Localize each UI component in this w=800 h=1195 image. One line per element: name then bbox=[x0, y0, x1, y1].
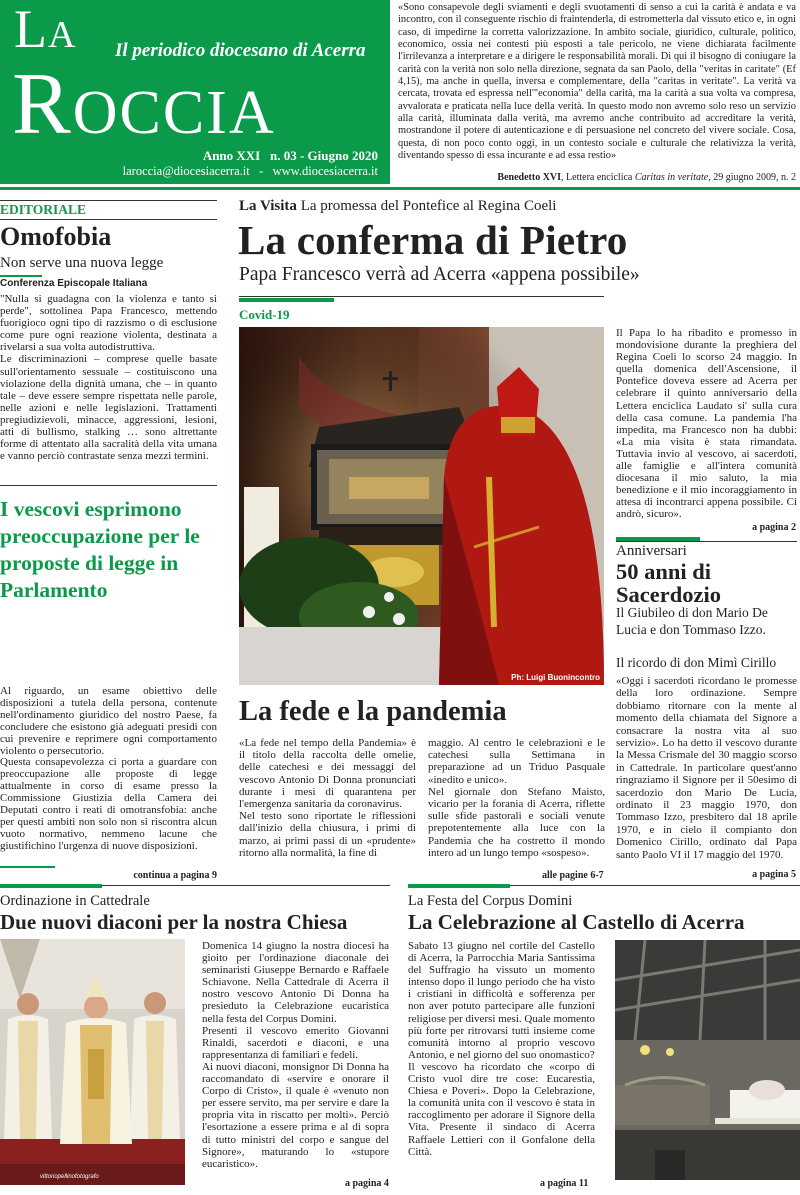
lead-kicker-rest: La promessa del Pontefice al Regina Coeli bbox=[296, 198, 557, 214]
editorial-green-rule bbox=[0, 275, 42, 277]
lead-photo bbox=[239, 327, 604, 685]
pandemia-col1: «La fede nel tempo della Pandemia» è il titolo della raccolta delle omelie, delle catechesi e dei messaggi del vescovo Antonio Di Donna pronunciati durante i mesi di quarantena per l'emergenza sanitaria da coronavirus. Nel testo sono riportate le riflessioni dall'inizio della chiusura, i primi di marzo, ai primi passi di un «prudente» ritorno alla normalità, la fine di bbox=[239, 737, 416, 859]
reliquary-photo-illustration bbox=[239, 327, 604, 685]
lead-subtitle: Papa Francesco verrà ad Acerra «appena possibile» bbox=[239, 264, 640, 285]
masthead bbox=[0, 0, 390, 184]
quote-source bbox=[497, 172, 796, 183]
editorial-kicker: EDITORIALE bbox=[0, 202, 87, 217]
masthead-rule bbox=[0, 187, 800, 190]
anniversari-body: «Oggi i sacerdoti ricordano le promesse della loro ordinazione. Sempre dobbiamo ritornare con la mente al momento della chiamata del Signore a consacrare la nostra vita al suo servizio». Lo ha detto il vescovo durante la Messa Crismale del 30 maggio scorso in Cattedrale. In particolare quest'anno ringraziamo il Signore per il 50esimo di sacerdozio don Mario De Lucia, ordinato il 23 maggio 1970, don Tommaso Izzo, presbitero dal 18 aprile 1970, e in cielo il compianto don Domenico Cirillo, ordinato dal Papa santo Paolo VI il 17 maggio del 1970. bbox=[616, 675, 797, 861]
anniversari-rule bbox=[616, 541, 797, 542]
corpus-kicker: La Festa del Corpus Domini bbox=[408, 893, 573, 909]
lead-kicker: La Visita bbox=[239, 198, 297, 214]
masthead-quote: «Sono consapevole degli sviamenti e degli svuotamenti di senso a cui la carità è andata e va incontro, con il conseguente rischio di fraintenderla, di estrometterla dal vissuto etico e, in ogni caso, di impedirne la corretta valorizzazione. In ambito sociale, giuridico, culturale, politico, economico, ossia nei contesti più esposti a tale pericolo, ne viene dichiarata facilmente l'irrilevanza a interpretare e a dirigere le responsabilità morali. Di qui il bisogno di coniugare la carità con la verità non solo nella direzione, segnata da san Paolo, della "veritas in caritate" (Ef 4,15), ma anche in quella, inversa e complementare, della "caritas in veritate". La verità va cercata, trovata ed espressa nell'"economia" della carità, ma la carità a sua volta va compresa, avvalorata e praticata nella luce della verità. In questo modo non avremo solo reso un servizio alla carità, illuminata dalla verità, ma avremo anche contribuito ad accreditare la verità, mostrandone il potere di autenticazione e di persuasione nel concreto del vivere sociale. Cosa, questa, di non poco conto oggi, in un contesto sociale e culturale che relativizza la verità, diventando spesso di essa incurante e ad essa restio» bbox=[398, 2, 796, 162]
diaconi-photo bbox=[0, 939, 185, 1185]
editorial-body-2: Al riguardo, un esame obiettivo delle disposizioni a tutela della persona, contenute nell'ordinamento giuridico del nostro Paese, fa concludere che esistono già adeguati presidi con cui prevenire e reprimere ogni comportamento violento o persecutorio. Questa consapevolezza ci porta a guardare con preoccupazione alle proposte di legge attualmente in corso di esame presso la Commissione Giustizia della Camera dei Deputati contro i reati di omotransfobia: anche per questi ambiti non solo non si riscontra alcun vuoto normativo, nemmeno lacune che giustifichino l'urgenza di nuove disposizioni. bbox=[0, 685, 217, 852]
pandemia-title: La fede e la pandemia bbox=[239, 696, 507, 727]
anniversari-sub2: Il ricordo di don Mimì Cirillo bbox=[616, 655, 777, 670]
deacons-photo-illustration bbox=[0, 939, 185, 1185]
editorial-continua-link[interactable]: continua a pagina 9 bbox=[133, 870, 217, 881]
lead-title: La conferma di Pietro bbox=[238, 217, 628, 263]
lead-side-text: Il Papa lo ha ribadito e promesso in mondovisione durante la preghiera del Regina Coeli lo scorso 24 maggio. In quella domenica dell'Ascensione, il Pontefice doveva essere ad Acerra per celebrare il quinto anniversario della Lettera enciclica Laudato si' sulla cura della casa comune. La pandemia l'ha impedita, ma Francesco non ha dubbi: «La mia visita è stata rimandata. Tuttavia invio al vescovo, ai sacerdoti, alle famiglie e all'intera comunità diocesana il mio saluto, la mia benedizione e il mio incoraggiamento in attesa di incontrarci appena possibile. Ci andrò, sicuro». bbox=[616, 327, 797, 521]
anniversari-sub1: Il Giubileo di don Mario De Lucia e don Tommaso Izzo. bbox=[616, 605, 768, 637]
diaconi-photo-credit: vittoriopellinofotografo bbox=[40, 1174, 99, 1180]
brand-line-2: Roccia bbox=[12, 56, 276, 153]
editorial-rule-2 bbox=[0, 485, 217, 486]
editorial-headline: I vescovi esprimono preoccupazione per le proposte di legge in Parlamento bbox=[0, 497, 200, 602]
quote-source-title: Caritas in veritate bbox=[634, 172, 709, 183]
lead-side-ref-link[interactable]: a pagina 2 bbox=[752, 522, 796, 533]
anniversari-kicker: Anniversari bbox=[616, 543, 687, 559]
masthead-subtitle: Il periodico diocesano di Acerra bbox=[115, 40, 366, 61]
editorial-rule bbox=[0, 219, 217, 220]
corpus-photo bbox=[615, 940, 800, 1180]
editorial-rule-top bbox=[0, 200, 217, 201]
anniversari-ref-link[interactable]: a pagina 5 bbox=[752, 869, 796, 880]
contacts: laroccia@diocesiacerra.it - www.diocesiacerra.it bbox=[122, 164, 378, 178]
diaconi-body: Domenica 14 giugno la nostra diocesi ha gioito per l'ordinazione diaconale dei seminaristi Giuseppe Bernardo e Raffaele Schiavone. Nella Cattedrale di Acerra il nostro vescovo Antonio Di Donna ha presieduto la Celebrazione eucaristica nella festa del Corpus Domini. Presenti il vescovo emerito Giovanni Rinaldi, sacerdoti e diaconi, e una rappresentanza di familiari e fedeli. Ai nuovi diaconi, monsignor Di Donna ha raccomandato di «servire e onorare il Corpo di Cristo», il quale è «venuto non per essere servito, ma per servire e dare la propria vita in riscatto per molti». Perciò l'esortazione a essere prima e al di sopra di tutto ministri del corpo e sangue del Signore», maturando lo «stupore eucaristico». bbox=[202, 940, 389, 1170]
corpus-title: La Celebrazione al Castello di Acerra bbox=[408, 910, 745, 934]
diaconi-green-rule bbox=[0, 884, 102, 888]
corpus-ref-link[interactable]: a pagina 11 bbox=[540, 1178, 589, 1189]
quote-source-post: , 29 giugno 2009, n. 2 bbox=[708, 172, 796, 183]
editorial-body: "Nulla si guadagna con la violenza e tanto si perde", sottolinea Papa Francesco, mettendo fuorigioco ogni tipo di razzismo o di esclusione come pure ogni reazione violenta, destinata a rivelarsi a sua volta autodistruttiva. Le discriminazioni – comprese quelle basate sull'orientamento sessuale – costituiscono una violazione della dignità umana, che – in quanto tale – deve essere sempre rispettata nelle parole, nelle azioni e nelle legislazioni. Trattamenti pregiudizievoli, minacce, aggressioni, lesioni, atti di bullismo, stalking … sono altrettante forme di attentato alla sacralità della vita umana e vanno perciò contrastate senza mezzi termini. bbox=[0, 293, 217, 463]
lead-green-rule bbox=[239, 298, 334, 302]
brand-line-1: La bbox=[14, 0, 77, 59]
diaconi-title: Due nuovi diaconi per la nostra Chiesa bbox=[0, 910, 348, 934]
diaconi-ref-link[interactable]: a pagina 4 bbox=[345, 1178, 389, 1189]
diaconi-kicker: Ordinazione in Cattedrale bbox=[0, 893, 150, 909]
lead-rule bbox=[239, 296, 604, 297]
anniversari-title: 50 anni di Sacerdozio bbox=[616, 559, 721, 607]
lead-kicker-line bbox=[239, 198, 556, 215]
monstrance-photo-illustration bbox=[615, 940, 800, 1180]
corpus-green-rule bbox=[408, 884, 510, 888]
editorial-author: Conferenza Episcopale Italiana bbox=[0, 278, 148, 289]
quote-source-pre: , Lettera enciclica bbox=[561, 172, 635, 183]
editorial-bottom-rule bbox=[0, 866, 55, 868]
lead-photo-credit: Ph: Luigi Buonincontro bbox=[511, 673, 600, 682]
pandemia-ref-link[interactable]: alle pagine 6-7 bbox=[542, 870, 604, 881]
editorial-title: Omofobia bbox=[0, 222, 112, 251]
pandemia-col2: maggio. Al centro le celebrazioni e le catechesi sulla Settimana in preparazione ad un Triduo Pasquale «inedito e unico». Nel giornale don Stefano Maisto, vicario per la forania di Acerra, riflette sulle sfide pastorali e sociali venute prepotentemente alla luce con la Pandemia che ha costretto il mondo intero ad un lungo tempo «sospeso». bbox=[428, 737, 605, 859]
corpus-body: Sabato 13 giugno nel cortile del Castello di Acerra, la Parrocchia Maria Santissima del Suffragio ha vissuto un momento intenso dopo il lungo periodo che ha visto i cristiani in difficoltà e sofferenza per non aver potuto partecipare alle funzioni religiose per diversi mesi. Quale momento più forte per ritrovarsi tutti insieme come comunità intorno al proprio vescovo Antonio, e nel giorno del suo onomastico? Il vescovo ha ricordato che «corpo di Cristo vuol dire tre cose: Eucarestia, Chiesa e Poveri». Dopo la Celebrazione, la comunità unita con il vescovo è stata in raccoglimento per adorare il Signore della Vita. Presente il sindaco di Acerra Raffaele Lettieri con il Gonfalone della Città. bbox=[408, 940, 595, 1158]
lead-section: Covid-19 bbox=[239, 307, 290, 322]
quote-author: Benedetto XVI bbox=[497, 172, 562, 183]
editorial-subtitle: Non serve una nuova legge bbox=[0, 255, 164, 271]
issue-info: Anno XXI n. 03 - Giugno 2020 bbox=[202, 148, 378, 163]
